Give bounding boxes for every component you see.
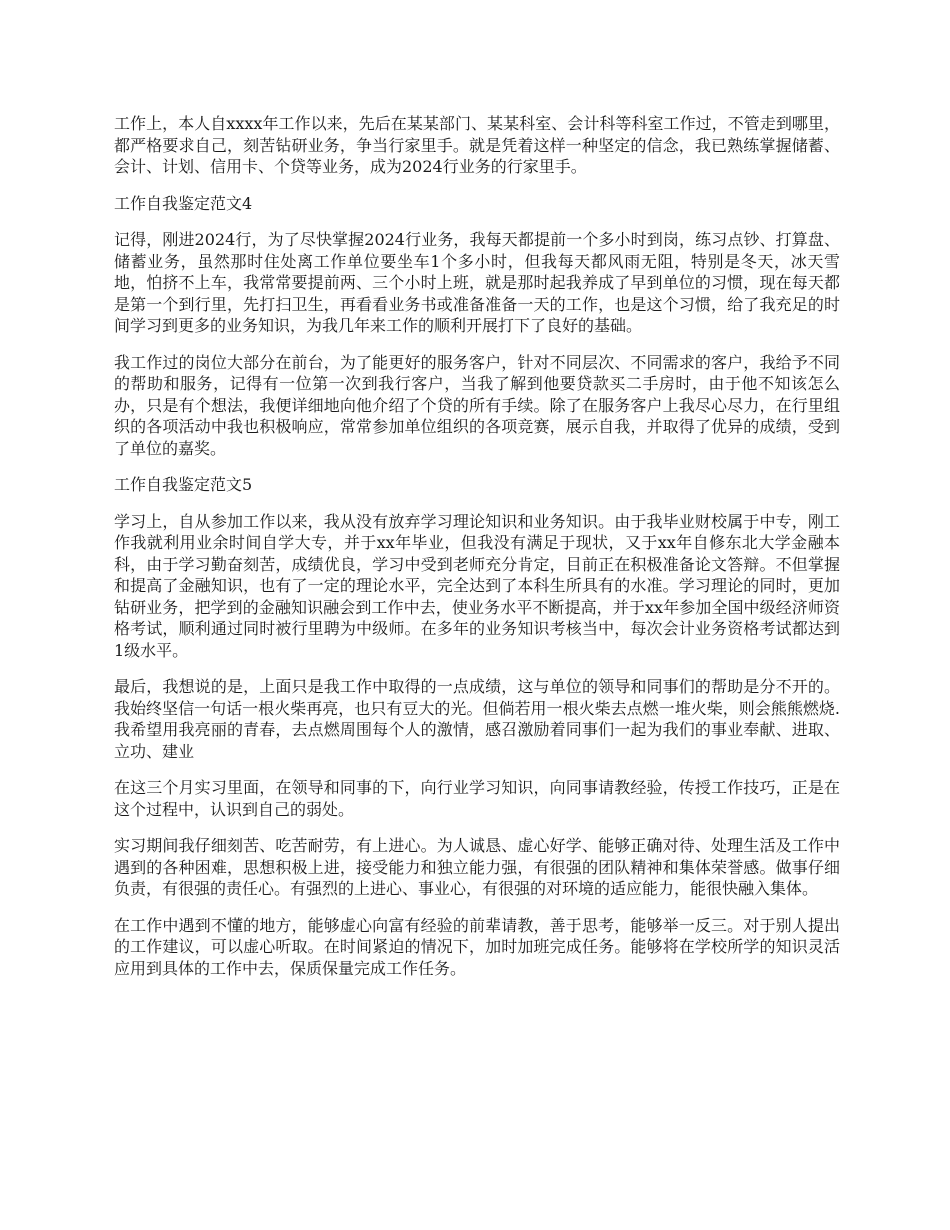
section-heading-sample-5: 工作自我鉴定范文5 bbox=[114, 475, 253, 494]
paragraph-internship: 在这三个月实习里面，在领导和同事的下，向行业学习知识，向同事请教经验，传授工作技巧，正是在这个过程中，认识到自己的弱处。 bbox=[114, 778, 840, 819]
paragraph-study: 学习上，自从参加工作以来，我从没有放弃学习理论知识和业务知识。由于我毕业财校属于中专，刚工作我就利用业余时间自学大专，并于xx年毕业，但我没有满足于现状，又于xx年自修东北大学金融本科，由于学习勤奋刻苦，成绩优良，学习中受到老师充分肯定，目前正在积极准备论文答辩。不但掌握和提高了金融知识，也有了一定的理论水平，完全达到了本科生所具有的水准。学习理论的同时，更加钻研业务，把学到的金融知识融会到工作中去，使业务水平不断提高，并于xx年参加全国中级经济师资格考试，顺利通过同时被行里聘为中级师。在多年的业务知识考核当中，每次会计业务资格考试都达到1级水平。 bbox=[114, 511, 840, 660]
paragraph-learning-attitude: 在工作中遇到不懂的地方，能够虚心向富有经验的前辈请教，善于思考，能够举一反三。对于别人提出的工作建议，可以虚心听取。在时间紧迫的情况下，加时加班完成任务。能够将在学校所学的知识灵活应用到具体的工作中去，保质保量完成工作任务。 bbox=[114, 915, 840, 978]
paragraph-customer-service: 我工作过的岗位大部分在前台，为了能更好的服务客户，针对不同层次、不同需求的客户，我给予不同的帮助和服务，记得有一位第一次到我行客户，当我了解到他要贷款买二手房时，由于他不知该怎么办，只是有个想法，我便详细地向他介绍了个贷的所有手续。除了在服务客户上我尽心尽力，在行里组织的各项活动中我也积极响应，常常参加单位组织的各项竞赛，展示自我，并取得了优异的成绩，受到了单位的嘉奖。 bbox=[114, 352, 840, 458]
paragraph-work-history: 工作上，本人自xxxx年工作以来，先后在某某部门、某某科室、会计科等科室工作过，不管走到哪里，都严格要求自己，刻苦钻研业务，争当行家里手。就是凭着这样一种坚定的信念，我已熟练掌握储蓄、会计、计划、信用卡、个贷等业务，成为2024行业务的行家里手。 bbox=[114, 114, 840, 176]
paragraph-conclusion: 最后，我想说的是，上面只是我工作中取得的一点成绩，这与单位的领导和同事们的帮助是分不开的。我始终坚信一句话一根火柴再亮，也只有豆大的光。但倘若用一根火柴去点燃一堆火柴，则会熊熊燃烧.我希望用我亮丽的青春，去点燃周围每个人的激情，感召激励着同事们一起为我们的事业奉献、进取、立功、建业 bbox=[114, 677, 840, 761]
document-body bbox=[114, 113, 840, 994]
paragraph-early-arrival: 记得，刚进2024行，为了尽快掌握2024行业务，我每天都提前一个多小时到岗，练习点钞、打算盘、储蓄业务，虽然那时住处离工作单位要坐车1个多小时，但我每天都风雨无阻，特别是冬天，冰天雪地，怕挤不上车，我常常要提前两、三个小时上班，就是那时起我养成了早到单位的习惯，现在每天都是第一个到行里，先打扫卫生，再看看业务书或准备准备一天的工作，也是这个习惯，给了我充足的时间学习到更多的业务知识，为我几年来工作的顺利开展打下了良好的基础。 bbox=[114, 230, 840, 335]
paragraph-internship-qualities: 实习期间我仔细刻苦、吃苦耐劳，有上进心。为人诚恳、虚心好学、能够正确对待、处理生活及工作中遇到的各种困难，思想积极上进，接受能力和独立能力强，有很强的团队精神和集体荣誉感。做事仔细负责，有很强的责任心。有强烈的上进心、事业心，有很强的对环境的适应能力，能很快融入集体。 bbox=[114, 836, 840, 898]
section-heading-sample-4: 工作自我鉴定范文4 bbox=[114, 193, 253, 213]
